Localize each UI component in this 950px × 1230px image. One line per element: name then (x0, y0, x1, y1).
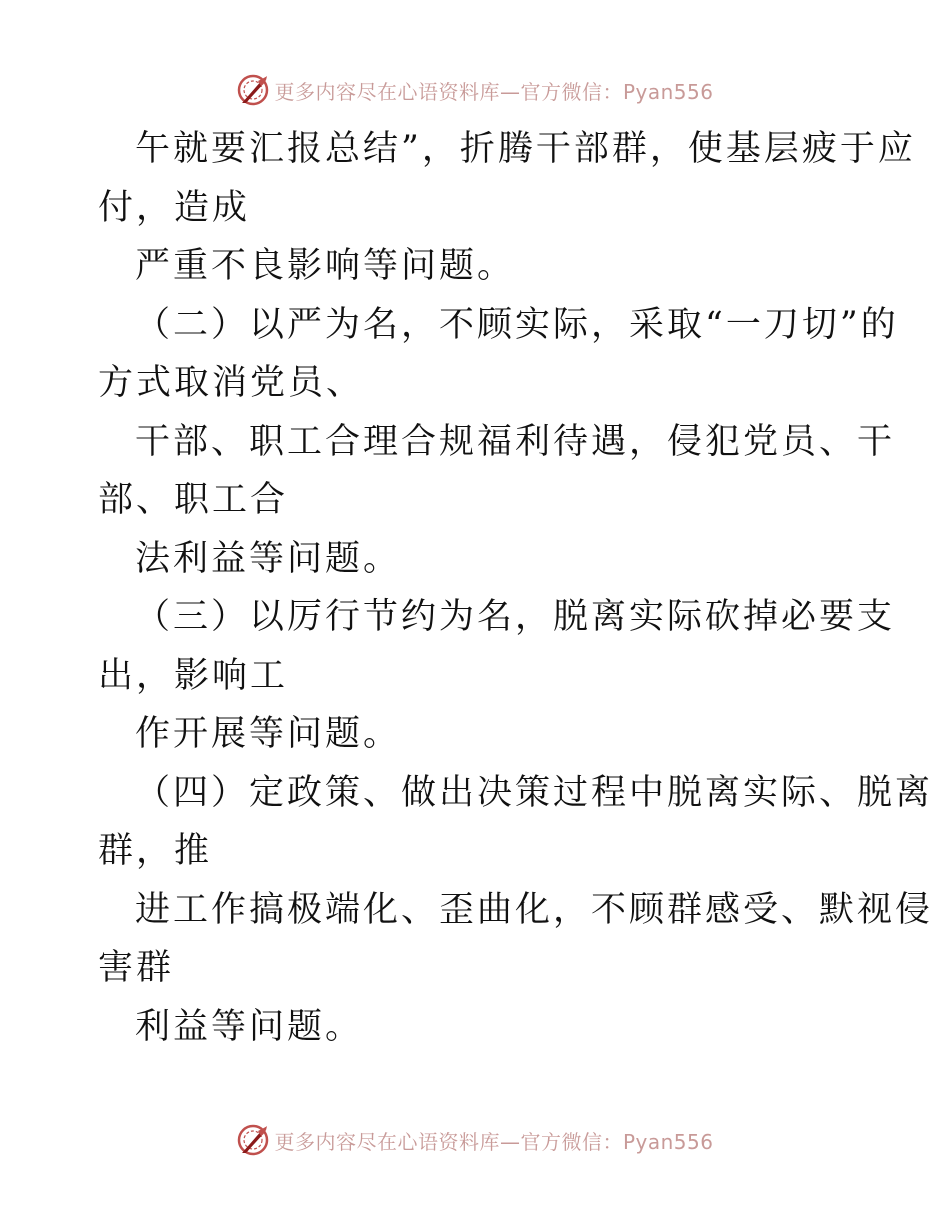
text-line: 方式取消党员、 (98, 363, 365, 403)
text-line: （三）以厉行节约为名，脱离实际砍掉必要支 (135, 597, 896, 637)
text-line: （二）以严为名，不顾实际，采取“一刀切”的 (135, 304, 899, 345)
text-line: 干部、职工合理合规福利待遇，侵犯党员、干 (135, 421, 896, 462)
watermark-text: 更多内容尽在心语资料库—官方微信：Pyan556 (274, 79, 714, 104)
document-body (98, 120, 934, 1056)
text-line: 付，造成 (98, 187, 251, 228)
text-line: 部、职工合 (98, 480, 289, 520)
text-line: 作开展等问题。 (135, 714, 402, 754)
text-line: 害群 (98, 948, 175, 988)
watermark-text: 更多内容尽在心语资料库—官方微信：Pyan556 (274, 1129, 714, 1154)
text-line: 进工作搞极端化、歪曲化，不顾群感受、默视侵 (135, 889, 934, 930)
text-line: 法利益等问题。 (135, 538, 402, 579)
text-line: 出，影响工 (98, 655, 289, 696)
text-line: （四）定政策、做出决策过程中脱离实际、脱离 (135, 772, 934, 813)
text-line: 群，推 (98, 831, 213, 871)
quill-seal-icon (236, 1123, 270, 1157)
quill-seal-icon (236, 73, 270, 107)
header-watermark (0, 70, 950, 110)
footer-watermark (0, 1120, 950, 1160)
text-line: 利益等问题。 (135, 1006, 364, 1047)
text-line: 午就要汇报总结”，折腾干部群，使基层疲于应 (135, 129, 916, 169)
text-line: 严重不良影响等问题。 (135, 246, 516, 286)
